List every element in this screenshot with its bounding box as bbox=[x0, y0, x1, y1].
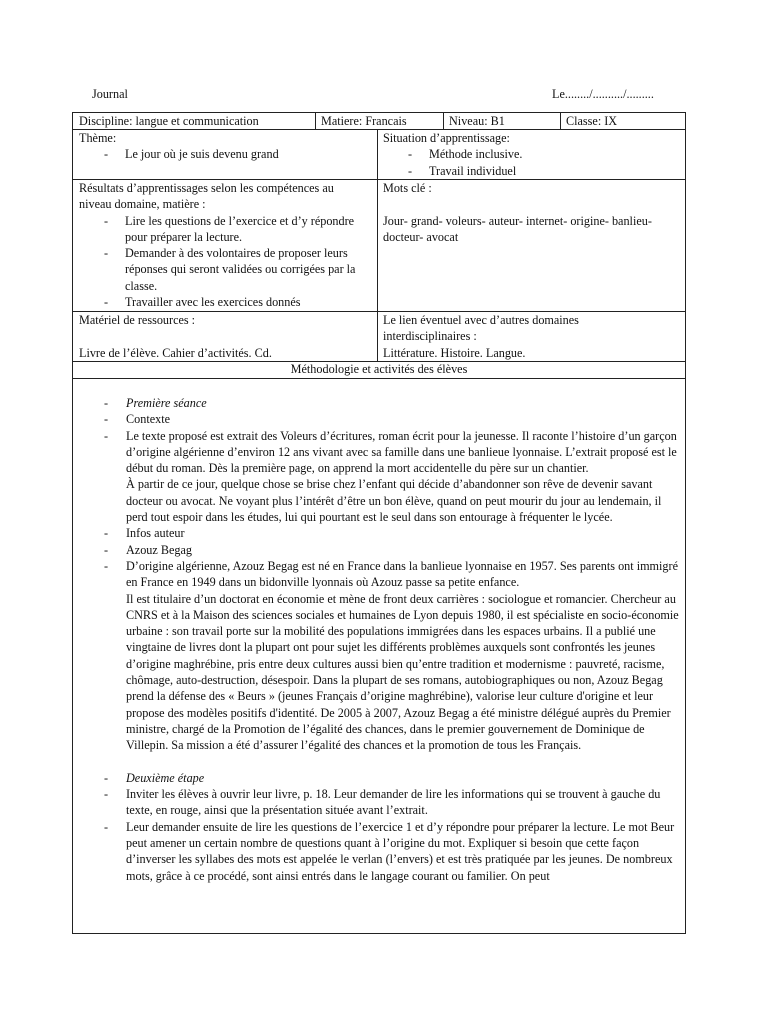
theme-label: Thème: bbox=[79, 131, 117, 145]
paragraph: - Le texte proposé est extrait des Voleurs d’écritures, roman écrit pour la jeunesse. Il raconte l’histoire d’un garçon d’origine algérienne d’environ 12 ans vivant avec sa famille dans une banlieue lyonnaise. L’extrait proposé est le début du roman. Dès la première page, on apprend la mort accidentelle du père sur un chantier. bbox=[126, 428, 677, 476]
paragraph: Il est titulaire d’un doctorat en économie et mène de front deux carrières : sociologue et romancier. Chercheur au CNRS et à la Maison des sciences sociales et humaines de Lyon depuis 1980, il est spécialiste en socio-économie urbaine : son travail porte sur la mobilité des populations immigrées dans les espaces urbains. Il a publié une vingtaine de livres dont la plupart ont pour sujet les différents problèmes auxquels sont confrontés les jeunes d’origine maghrébine, pris entre deux cultures aussi bien qu’entre tradition et modernisme : pauvreté, racisme, chômage, auto-destruction, désespoir. Dans la plupart de ses romans, autobiographiques ou non, Azouz Begag prend la défense des « Beurs » (jeunes Français d’origine maghrébine), valorise leur culture d'origine et leur propose des modèles positifs d'identité. De 2005 à 2007, Azouz Begag a été ministre délégué auprès du Premier ministre, chargé de la Promotion de l’égalité des chances, dans le premier gouvernement de Dominique de Villepin. Sa mission a été d’assurer l’égalité des chances et la promotion de tous les Français. bbox=[126, 591, 679, 753]
lien-cell bbox=[377, 312, 685, 361]
methodologie-body bbox=[73, 379, 685, 934]
section-title: - Première séance bbox=[79, 395, 679, 411]
discipline-cell: Discipline: langue et communication bbox=[79, 114, 259, 128]
classe-cell: Classe: IX bbox=[566, 114, 618, 128]
list-item: - Leur demander ensuite de lire les questions de l’exercice 1 et d’y répondre pour préparer la lecture. Le mot Beur peut amener un certain nombre de questions quant à l’origine du mot. Expliquer si besoin que cette façon d’inverser les syllabes des mots est appelée le verlan (l’envers) et est très pratiquée par les jeunes. De nombreux mots, grâce à ce procédé, sont ainsi entrés dans le langage courant ou familier. On peut bbox=[79, 819, 679, 884]
materiel-label: Matériel de ressources : bbox=[79, 313, 196, 327]
lien-label: Le lien éventuel avec d’autres domaines interdisciplinaires : bbox=[383, 313, 579, 344]
section-title: - Deuxième étape bbox=[79, 770, 679, 786]
lesson-table bbox=[72, 112, 686, 934]
resultats-cell bbox=[73, 180, 377, 310]
niveau-cell: Niveau: B1 bbox=[449, 114, 505, 128]
journal-label: Journal bbox=[92, 87, 128, 101]
list-item bbox=[79, 428, 679, 526]
resultats-item: - Demander à des volontaires de proposer leurs réponses qui seront validées ou corrigées par la classe. bbox=[79, 245, 369, 294]
matiere-cell: Matiere: Francais bbox=[321, 114, 407, 128]
list-item: - Inviter les élèves à ouvrir leur livre, p. 18. Leur demander de lire les informations qui se trouvent à gauche du texte, en rouge, ainsi que la présentation située avant l’extrait. bbox=[79, 786, 679, 819]
paragraph: À partir de ce jour, quelque chose se brise chez l’enfant qui décide d’abandonner son rêve de devenir savant docteur ou avocat. Ne voyant plus l’intérêt d’être un bon élève, quand on peut mourir du jour au lendemain, il perd tout espoir dans les études, lui qui pourtant est le seul dans son entourage à fréquenter le lycée. bbox=[126, 477, 662, 525]
list-item bbox=[79, 558, 679, 754]
resultats-item: - Lire les questions de l’exercice et d’y répondre pour préparer la lecture. bbox=[79, 213, 369, 246]
materiel-cell bbox=[73, 312, 377, 361]
situation-cell bbox=[377, 130, 685, 179]
situation-item: - Travail individuel bbox=[383, 163, 685, 179]
mots-cle-text: Jour- grand- voleurs- auteur- internet- origine- banlieu- docteur- avocat bbox=[383, 213, 652, 244]
list-item: - Infos auteur bbox=[79, 525, 679, 541]
lien-text: Littérature. Histoire. Langue. bbox=[383, 345, 526, 360]
theme-cell bbox=[73, 130, 377, 163]
situation-item: - Méthode inclusive. bbox=[383, 146, 685, 162]
mots-cle-cell bbox=[377, 180, 685, 245]
resultats-item: - Travailler avec les exercices donnés bbox=[79, 294, 369, 310]
date-field: Le......../........../......... bbox=[552, 87, 654, 101]
mots-cle-label: Mots clé : bbox=[383, 181, 432, 195]
situation-label: Situation d’apprentissage: bbox=[383, 131, 510, 145]
list-item: - Azouz Begag bbox=[79, 542, 679, 558]
theme-item: - Le jour où je suis devenu grand bbox=[79, 146, 377, 162]
list-item: - Contexte bbox=[79, 411, 679, 427]
materiel-text: Livre de l’élève. Cahier d’activités. Cd. bbox=[79, 345, 272, 360]
paragraph: - D’origine algérienne, Azouz Begag est né en France dans la banlieue lyonnaise en 1957. Ses parents ont immigré en France en 1949 dans un bidonville lyonnais où Azouz passe sa petite enfance. bbox=[126, 558, 678, 590]
methodologie-title: Méthodologie et activités des élèves bbox=[290, 362, 468, 376]
resultats-label: Résultats d’apprentissages selon les compétences au niveau domaine, matière : bbox=[79, 181, 334, 212]
